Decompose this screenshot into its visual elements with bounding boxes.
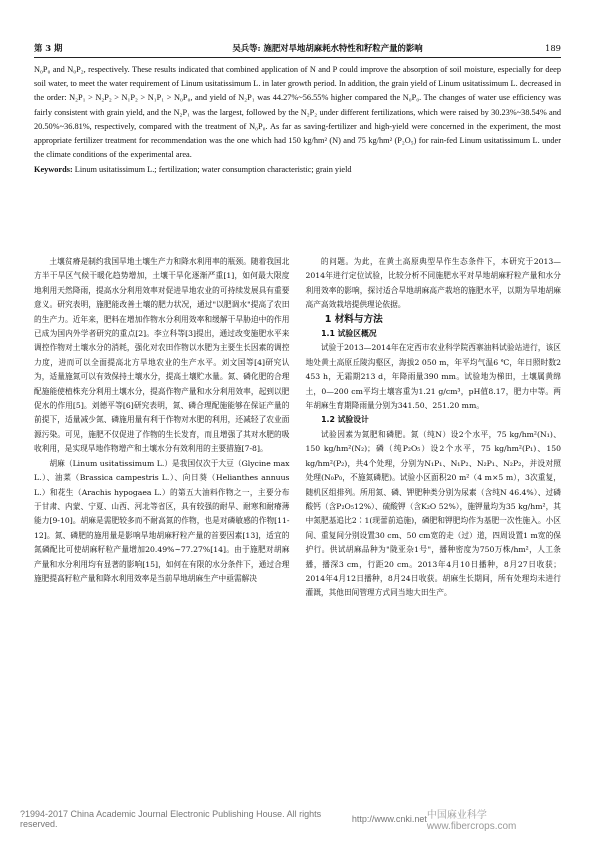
copyright-text: ?1994-2017 China Academic Journal Electronic Publishing House. All rights reserved. bbox=[20, 809, 322, 829]
english-abstract bbox=[34, 63, 561, 178]
intro-paragraph-3: 的问题。为此，在黄土高原典型旱作生态条件下，本研究于2013—2014年进行定位试验，比较分析不同施肥水平对旱地胡麻籽粒产量和水分利用效率的影响，探讨适合旱地胡麻高产栽培的施肥水平，以期为旱地胡麻高产高效栽培提供理论依据。 bbox=[305, 257, 561, 310]
intro-paragraph-1: 土壤贫瘠是制约我国旱地土壤生产力和降水利用率的瓶颈。随着我国北方半干旱区气候干暖化趋势增加，土壤干旱化逐渐严重[1]，如何最大限度地利用天然降雨，提高水分利用效率对促进旱地农业的可持续发展具有重要意义。研究表明，施肥能改善土壤的肥力状况，通过"以肥调水"提高了农田的生产力。近年来，肥料在增加作物水分利用效率和缓解干旱胁迫中的作用已成为国内外学者研究的重点[2]。李立科等[3]提出，通过改变施肥水平来调控作物对土壤水分的消耗，强化对农田作物以水肥为主要生长因素的调控力度，进而可以全面提高北方旱地农业的生产水平。刘文国等[4]研究认为，适量施氮可以有效保持土壤水分，提高土壤贮水量。氮、磷化肥的合理配施能使植株充分利用土壤水分，提高作物产量和水分利用效率，起到以肥促水的作用[5]。刘德平等[6]研究表明，氮、磷合理配施能够在保证产量的前提下，适量减少氮、磷施用量有利于作物对水肥的利用，还减轻了农业面源污染。可见，施肥不仅促进了作物的生长发育，而且增强了其对水肥的吸收利用，是实现旱地作物增产和土壤水分有效利用的主要措施[7-8]。 bbox=[34, 257, 290, 454]
keywords-line bbox=[34, 163, 561, 177]
left-column bbox=[34, 255, 290, 790]
keywords-label: Keywords: bbox=[34, 165, 73, 175]
design-paragraph: 试验因素为氮肥和磷肥。氮（纯N）设2个水平，75 kg/hm²(N₁)、150 kg/hm²(N₂)；磷（纯P₂O₅）设2个水平，75 kg/hm²(P₁)、150 kg/hm²(P₂)，共4个处理，分别为N₁P₁、N₁P₂、N₂P₁、N₂P₂，并设对照处理(N₀P₀，不施氮磷肥)。试验小区面积20 m²（4 m×5 m），3次重复，随机区组排列。所用氮、磷、钾肥种类分别为尿素（含纯N 46.4%）、过磷酸钙（含P₂O₅12%）、硫酸钾（含K₂O 52%），施钾量均为35 kg/hm²，其中氮肥基追比2∶1(现蕾前追施)，磷肥和钾肥均作为基肥一次性施入。小区间、重复间分别设置30 cm、50 cm宽的走（过）道，四周设置1 m宽的保护行。供试胡麻品种为"陇亚杂1号"，播种密度为750万株/hm²，人工条播，播深3 cm，行距20 cm。2013年4月10日播种，8月27日收获；2014年4月12日播种，8月24日收获。胡麻生长期间，所有处理均未进行灌溉，其他田间管理方式同当地大田生产。 bbox=[305, 429, 561, 598]
body-columns bbox=[34, 255, 561, 790]
running-title: 吴兵等: 施肥对旱地胡麻耗水特性和籽粒产量的影响 bbox=[232, 43, 423, 53]
page-number: 189 bbox=[545, 43, 561, 53]
footer-url[interactable]: http://www.cnki.net bbox=[351, 814, 427, 824]
watermark-text: 中国麻业科学 www.fibercrops.com bbox=[426, 810, 517, 832]
section-heading-1: 1 材料与方法 bbox=[324, 313, 383, 325]
intro-paragraph-2: 胡麻（Linum usitatissimum L.）是我国仅次于大豆（Glycine max L.）、油菜（Brassica campestris L.）、向日葵（Helianthes annuus L.）和花生（Arachis hypogaea L.）的第五大油料作物之一，主要分布于甘肃、内蒙、宁夏、山西、河北等省区，具有较强的耐旱、耐寒和耐瘠薄能力[9-10]。胡麻是需肥较多而不耐高氮的作物，也是对磷敏感的作物[11-12]。氮、磷肥的施用量是影响旱地胡麻籽粒产量的首要因素[13]，适宜的氮磷配比可使胡麻籽粒产量增加20.49%~77.27%[14]。由于施肥对胡麻产量和水分利用均有显著的影响[15]，如何在有限的水分条件下，通过合理施肥提高籽粒产量和降水利用效率是当前旱地胡麻生产中亟需解决 bbox=[34, 458, 290, 583]
subsection-heading-1-2: 1.2 试验设计 bbox=[321, 415, 369, 425]
right-column bbox=[306, 255, 562, 790]
site-paragraph: 试验于2013—2014年在定西市农业科学院西寨油料试验站进行，该区地处黄土高原丘陵沟壑区，海拔2 050 m，年平均气温6 ℃，年日照时数2 453 h，无霜期213 d，年降雨量390 mm。试验地为梯田，土壤属黄绵土，0—200 cm平均土壤容重为1.21 g/cm³，pH值8.17，肥力中等。两年胡麻生育期降雨量分别为341.50、251.20 mm。 bbox=[305, 343, 561, 411]
running-header bbox=[34, 40, 561, 56]
subsection-heading-1-1: 1.1 试验区概况 bbox=[321, 329, 377, 339]
header-rule bbox=[34, 57, 561, 58]
keywords-text: Linum usitatissimum L.; fertilization; water consumption characteristic; grain yield bbox=[74, 165, 352, 175]
abstract-text: N₀P₀ and N₀P₂, respectively. These results indicated that combined application of N and P could improve the absorption of soil moisture, especially for deep soil water, to meet the water requirement of Linum usitatissimum L. in later growth period. In addition, the grain yield of Linum usitatissimum L. decreased in the order: N₂P₁ > N₂P₂ > N₁P₂ > N₁P₁ > N₀P₀, and yield of N₂P₁ was 44.27%~56.55% higher compared the N₀P₀. The changes of water use efficiency was fairly consistent with grain yield, and the N₂P₁ was the largest, followed by the N₂P₂ under different fertilizations, which were raised by 30.23%~38.54% and 20.50%~36.81%, respectively, compared with the treatment of N₀P₀. As far as saving-fertilizer and high-yield were concerned in the experiment, the most appropriate fertilizer treatment for recommendation was the one which had 150 kg/hm² (N) and 75 kg/hm² (P₂O₅) for rain-fed Linum usitatissimum L. under the climate conditions of the experimental area. bbox=[34, 65, 561, 160]
page-footer bbox=[20, 808, 575, 830]
issue-label: 第 3 期 bbox=[34, 43, 63, 53]
